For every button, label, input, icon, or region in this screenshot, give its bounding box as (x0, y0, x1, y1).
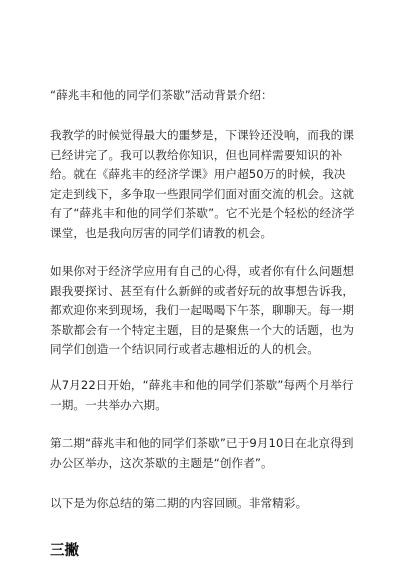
paragraph-summary-intro: 以下是为你总结的第二期的内容回顾。非常精彩。 (50, 496, 308, 510)
paragraph-schedule: 从7月22日开始，“薛兆丰和他的同学们茶歇”每两个月举行一期。一共举办六期。 (50, 378, 354, 412)
paragraph-teaching: 我教学的时候觉得最大的噩梦是，下课铃还没响，而我的课已经讲完了。我可以教给你知识，但也同样需要知识的补给。就在《薛兆丰的经济学课》用户超50万的时候，我决定走到线下，多争取一些跟同学们面对面交流的机会。这就有了“薛兆丰和他的同学们茶歇”。它不光是个轻松的经济学课堂，也是我向厉害的同学们请教的机会。 (50, 128, 355, 240)
paragraph-second-session: 第二期“薛兆丰和他的同学们茶歇”已于9月10日在北京得到办公区举办，这次茶歇的主题是“创作者”。 (50, 436, 354, 470)
intro-heading: “薛兆丰和他的同学们茶歇”活动背景介绍： (50, 88, 273, 102)
section-heading: 三撇 (50, 543, 79, 559)
paragraph-invitation: 如果你对于经济学应用有自己的心得，或者你有什么问题想跟我要探讨、甚至有什么新鲜的或者好玩的故事想告诉我，都欢迎你来到现场，我们一起喝喝下午茶，聊聊天。每一期茶歇都会有一个特定主题，目的是聚焦一个大的话题，也为同学们创造一个结识同行或者志趣相近的人的机会。 (50, 264, 355, 356)
